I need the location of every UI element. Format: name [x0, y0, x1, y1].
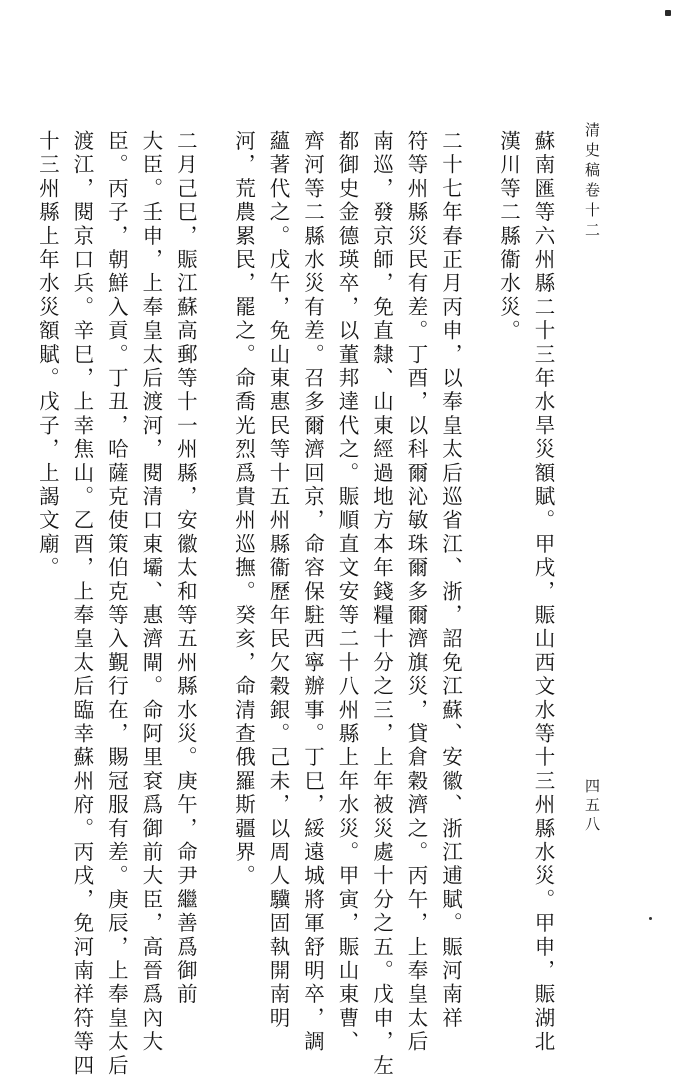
page-number: 四五八: [583, 778, 601, 835]
text-column-9: 蘊著代之。戊午，免山東惠民等十五州縣衞歷年民欠穀銀。己未，以周人驥固執開南明: [265, 130, 290, 1031]
scan-speck: [649, 917, 652, 920]
text-column-15: 十三州縣上年水災額賦。戊子，上謁文廟。: [35, 130, 60, 581]
text-column-13: 臣。丙子，朝鮮入貢。丁丑，哈薩克使策伯克等入覲行在，賜冠服有差。庚辰，上奉皇太后: [104, 130, 129, 1078]
text-column-1: 蘇南匯等六州縣二十三年水旱災額賦。甲戌，賑山西文水等十三州縣水災。甲申，賑湖北: [531, 130, 555, 1055]
text-column-6: 南巡，發京師，免直隸、山東經過地方本年錢糧十分之三，上年被災處十分之五。戊申，左: [369, 130, 394, 1078]
text-column-10: 河，荒農累民，罷之。命喬光烈爲貴州巡撫。癸亥，命清查俄羅斯疆界。: [231, 130, 256, 889]
text-column-14: 渡江，閱京口兵。辛巳，上幸焦山。乙酉，上奉皇太后臨幸蘇州府。丙戌，免河南祥符等四: [69, 130, 94, 1078]
text-column-4: 二十七年春正月丙申，以奉皇太后巡省江、浙，詔免江蘇、安徽、浙江逋賦。賑河南祥: [438, 130, 463, 1031]
text-column-7: 都御史金德瑛卒，以董邦達代之。賑順直文安等二十八州縣上年水災。甲寅，賑山東曹、: [334, 130, 359, 1055]
text-column-8: 齊河等二縣水災有差。召多爾濟回京，命容保駐西寧辦事。丁巳，綏遠城將軍舒明卒，調: [300, 130, 325, 1055]
vertical-text-body: [35, 130, 560, 1078]
text-column-11: 二月己巳，賑江蘇高郵等十一州縣，安徽太和等五州縣水災。庚午，命尹繼善爲御前: [173, 130, 198, 1007]
scan-edge-mark: [665, 10, 671, 16]
running-header-title: 清史稿卷十二: [583, 122, 601, 242]
text-column-12: 大臣。壬申，上奉皇太后渡河，閱清口東壩、惠濟閘。命阿里袞爲御前大臣，高晉爲內大: [138, 130, 163, 1055]
text-column-5: 符等州縣災民有差。丁酉，以科爾沁敏珠爾多爾濟旗災，貸倉穀濟之。丙午，上奉皇太后: [403, 130, 428, 1055]
text-column-2: 漢川等二縣衞水災。: [496, 130, 521, 344]
